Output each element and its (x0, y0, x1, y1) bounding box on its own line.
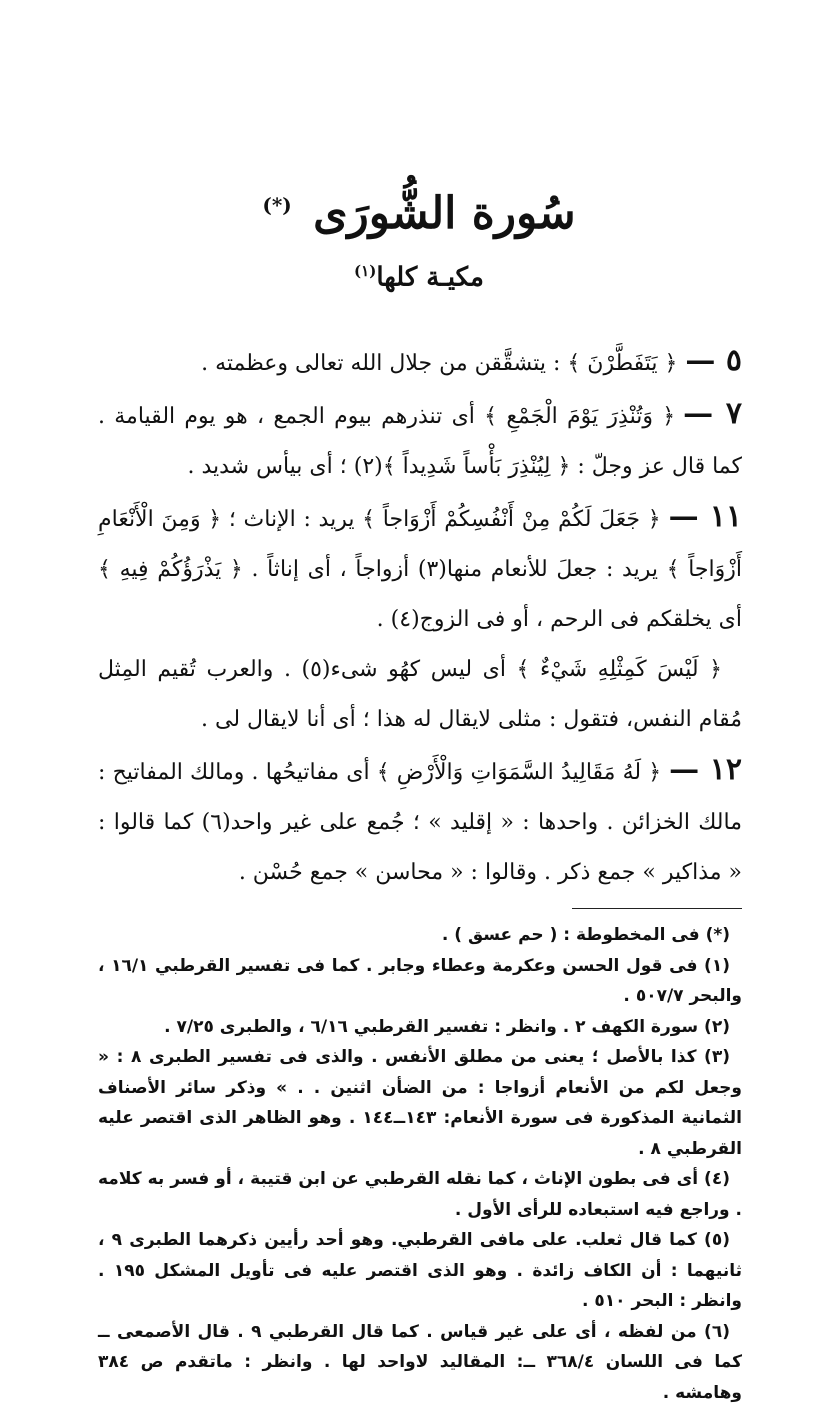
verse-commentary: ﴿ وَتُنْذِرَ يَوْمَ الْجَمْعِ ﴾ أى تنذرهم بيوم الجمع ، هو يوم القيامة . كما قال عز وجلّ : ﴿ لِيُنْذِرَ بَأْساً شَدِيداً ﴾(٢) ؛ أى بيأس شديد . (98, 404, 742, 479)
verse-entry-11 (98, 492, 742, 645)
footnote: (١) فى قول الحسن وعكرمة وعطاء وجابر . كما فى تفسير القرطبي ١٦/١ ، والبحر ٥٠٧/٧ . (98, 951, 742, 1012)
verse-entry-5 (98, 336, 742, 389)
verse-commentary: ﴿ لَهُ مَقَالِيدُ السَّمَوَاتِ وَالْأَرْضِ ﴾ أى مفاتيحُها . ومالك المفاتيح : مالك الخزائن . واحدها : « إقليد » ؛ جُمع على غير واحد(٦) كما قالوا : « مذاكير » جمع ذكر . وقالوا : « محاسن » جمع حُسْن . (98, 760, 742, 885)
footnote: (٦) من لفظه ، أى على غير قياس . كما قال القرطبي ٩ . قال الأصمعى ــ كما فى اللسان ٣٦٨/٤ ــ: المقاليد لاواحد لها . وانظر : ماتقدم ص ٣٨٤ وهامشه . (98, 1317, 742, 1408)
subtitle-text: مكيـة كلها (376, 263, 484, 293)
verse-commentary: ﴿ يَتَفَطَّرْنَ ﴾ : يتشقَّقن من جلال الله تعالى وعظمته . (201, 351, 677, 376)
verse-entry-7 (98, 389, 742, 492)
footnote: (٤) أى فى بطون الإناث ، كما نقله القرطبي عن ابن قتيبة ، أو فسر به كلامه . وراجع فيه استبعاده للرأى الأول . (98, 1164, 742, 1225)
surah-subtitle (0, 262, 838, 293)
verse-entry-12 (98, 745, 742, 898)
verse-number: ١٢ — (669, 752, 742, 787)
commentary-body (98, 336, 742, 898)
subtitle-footnote-mark: (١) (354, 262, 376, 280)
verse-entry-11-cont (98, 645, 742, 745)
surah-title (0, 188, 838, 239)
footnotes (98, 920, 742, 1408)
footnote: (*) فى المخطوطة : ( حم عسق ) . (98, 920, 742, 951)
footnote: (٥) كما قال ثعلب. على مافى القرطبي. وهو أحد رأيين ذكرهما الطبرى ٩ ، ثانيهما : أن الكاف زائدة . وهو الذى اقتصر عليه فى تأويل المشكل ١٩٥ . وانظر : البحر ٥١٠ . (98, 1225, 742, 1317)
footnote-divider (572, 908, 742, 909)
surah-title-text: سُورة الشُّورَى (313, 188, 576, 239)
verse-number: ١١ — (669, 499, 742, 534)
title-footnote-mark: (*) (262, 193, 291, 217)
footnote: (٢) سورة الكهف ٢ . وانظر : تفسير القرطبي ٦/١٦ ، والطبرى ٧/٢٥ . (98, 1012, 742, 1043)
verse-commentary: ﴿ جَعَلَ لَكُمْ مِنْ أَنْفُسِكُمْ أَزْوَاجاً ﴾ يريد : الإناث ؛ ﴿ وَمِنَ الْأَنْعَامِ أَزْوَاجاً ﴾ يريد : جعلَ للأنعام منها(٣) أزواجاً ، أى إناثاً . ﴿ يَذْرَؤُكُمْ فِيهِ ﴾ أى يخلقكم فى الرحم ، أو فى الزوج(٤) . (98, 507, 742, 632)
verse-number: ٥ — (685, 343, 742, 378)
verse-commentary: ﴿ لَيْسَ كَمِثْلِهِ شَيْءٌ ﴾ أى ليس كهُو شىء(٥) . والعرب تُقيم المِثل مُقام النفس، فتقول : مثلى لايقال له هذا ؛ أى أنا لايقال لى . (98, 657, 742, 732)
footnote: (٣) كذا بالأصل ؛ يعنى من مطلق الأنفس . والذى فى تفسير الطبرى ٨ : « وجعل لكم من الأنعام أزواجا : من الضأن اثنين . . » وذكر سائر الأصناف الثمانية المذكورة فى سورة الأنعام: ١٤٣ــ١٤٤ . وهو الظاهر الذى اقتصر عليه القرطبي ٨ . (98, 1042, 742, 1164)
verse-number: ٧ — (683, 396, 742, 431)
